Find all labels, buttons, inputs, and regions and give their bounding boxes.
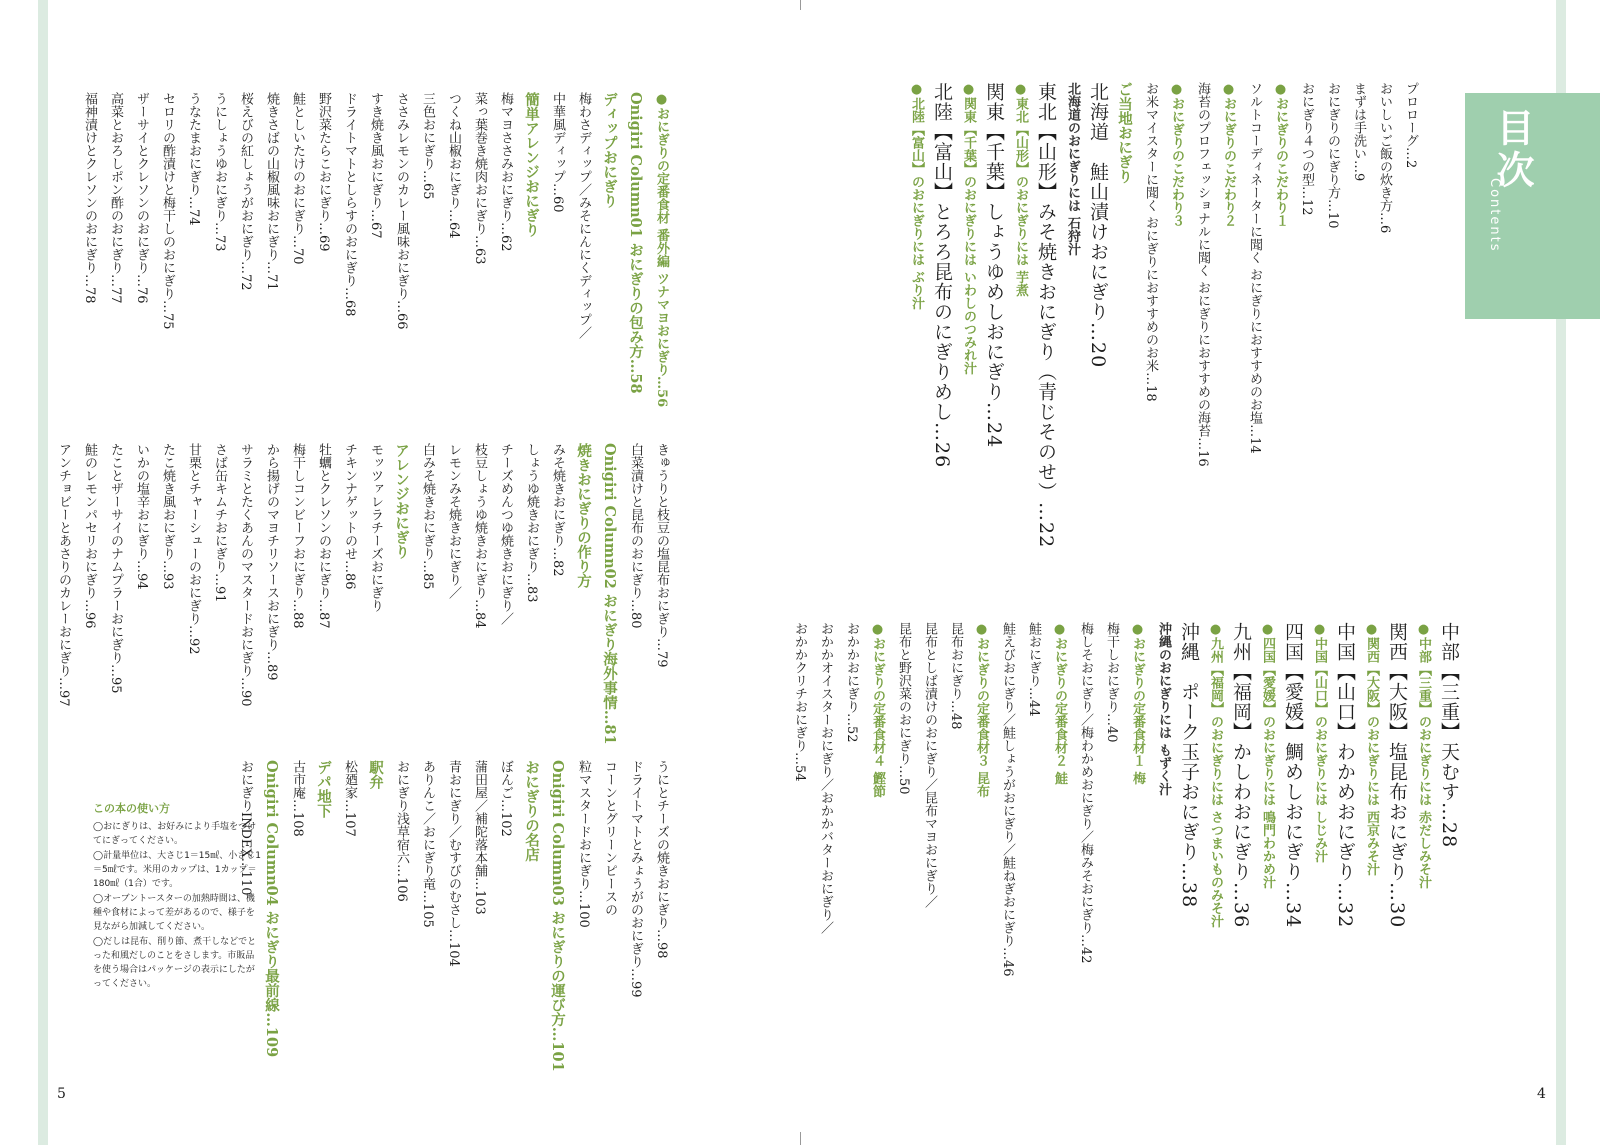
title-jp: 目次 [1490, 108, 1535, 192]
toc-entry: ありんこ／おにぎり竜…105 [420, 760, 435, 928]
toc-entry: レモンみそ焼きおにぎり／ [446, 443, 461, 599]
title-en: Contents [1487, 178, 1502, 253]
toc-entry: 中部【三重】天むす…28 [1438, 622, 1460, 849]
toc-entry: セロリの酢漬けと梅干しのおにぎり…75 [160, 92, 175, 330]
toc-entry: おにぎりのにぎり方…10 [1325, 82, 1340, 229]
toc-entry: 鮭おにぎり…44 [1026, 622, 1041, 717]
toc-section-heading: ● おにぎりの定番食材１ 梅 [1124, 622, 1150, 977]
toc-entry: ぼんご…102 [498, 760, 513, 837]
toc-entry: 焼きさばの山椒風味おにぎり…71 [264, 92, 279, 291]
toc-entry: 関東【千葉】しょうゆめしおにぎり…24 [983, 82, 1005, 449]
toc-entry: 蒲田屋／補陀落本舗…103 [472, 760, 487, 915]
toc-entry: 青おにぎり／むすびのむさし…104 [446, 760, 461, 967]
how-to-use-box [93, 800, 263, 992]
toc-section-heading: ● 北陸【富山】のおにぎりには ぶり汁 [903, 82, 929, 548]
toc-section-heading: ● おにぎりの定番食材 番外編 ツナマヨおにぎり…56 [648, 92, 674, 407]
toc-entry: 松廼家…107 [342, 760, 357, 837]
toc-entry: 鮭えびおにぎり／鮭しょうがおにぎり／鮭ねぎおにぎり…46 [1000, 622, 1015, 977]
toc-section-heading: ● おにぎりのこだわり３ [1163, 82, 1189, 548]
toc-entry: お米マイスターに聞く おにぎりにおすすめのお米…18 [1143, 82, 1158, 402]
toc-section-heading: ご当地おにぎり [1116, 82, 1133, 184]
toc-section-heading: アレンジおにぎり [393, 443, 410, 559]
toc-entry: 梅干しおにぎり…40 [1104, 622, 1119, 743]
toc-section-heading: Onigiri Column02 おにぎり海外事情…81 [601, 443, 618, 745]
toc-entry: 野沢菜たらこおにぎり…69 [316, 92, 331, 252]
toc-entry: 梅しそおにぎり／梅わかめおにぎり／梅みそおにぎり…42 [1078, 622, 1093, 964]
toc-block-l-top [76, 92, 674, 407]
toc-entry: 鮭としいたけのおにぎり…70 [290, 92, 305, 265]
toc-entry: 牡蠣とクレソンのおにぎり…87 [316, 443, 331, 629]
toc-entry: おいしいご飯の炊き方…6 [1377, 82, 1392, 234]
toc-entry: 白みそ焼きおにぎり…85 [420, 443, 435, 590]
toc-entry: まずは手洗い…9 [1351, 82, 1366, 182]
toc-entry: すき焼き風おにぎり…67 [368, 92, 383, 239]
toc-entry: サラミとたくあんのマスタードおにぎり…90 [238, 443, 253, 707]
toc-entry: 北陸【富山】とろろ昆布のにぎりめし…26 [931, 82, 953, 469]
toc-section-heading: ● 関東【千葉】のおにぎりには いわしのつみれ汁 [955, 82, 981, 548]
toc-entry: さば缶キムチおにぎり…91 [212, 443, 227, 603]
toc-entry: 北海道のおにぎりには 石狩汁 [1065, 82, 1080, 256]
toc-section-heading: Onigiri Column03 おにぎりの運び方…101 [549, 760, 566, 1072]
toc-entry: しょうゆ焼きおにぎり…83 [524, 443, 539, 603]
toc-entry: 東北【山形】みそ焼きおにぎり（青じそのせ）…22 [1035, 82, 1057, 549]
toc-entry: 梅干しコンビーフおにぎり…88 [290, 443, 305, 629]
toc-section-heading: 焼きおにぎりの作り方 [575, 443, 592, 588]
crop-mark-top [800, 0, 801, 10]
toc-entry: 梅わさディップ／みそにんにくディップ／ [576, 92, 591, 339]
toc-entry: 梅マヨささみおにぎり…62 [498, 92, 513, 252]
toc-entry: 粒マスタードおにぎり…100 [576, 760, 591, 928]
toc-section-heading: ● 東北【山形】のおにぎりには 芋煮 [1007, 82, 1033, 548]
how-to-use-item: ◯オーブントースターの加熱時間は、機種や食材によって差があるので、様子を見ながら加減してください。 [93, 894, 255, 932]
toc-section-heading: 簡単アレンジおにぎり [523, 92, 540, 237]
page-number-left: 5 [57, 1086, 66, 1102]
toc-entry: 高菜とおろしポン酢のおにぎり…77 [108, 92, 123, 304]
toc-entry: 古市庵…108 [290, 760, 305, 837]
toc-entry: ザーサイとクレソンのおにぎり…76 [134, 92, 149, 304]
toc-section-heading: Onigiri Column01 おにぎりの包み方…58 [627, 92, 644, 394]
toc-block-l-bot [232, 760, 674, 1072]
toc-entry: から揚げのマヨチリソースおにぎり…89 [264, 443, 279, 681]
toc-section-heading: ● おにぎりの定番食材２ 鮭 [1046, 622, 1072, 977]
toc-section-heading: ディップおにぎり [601, 92, 618, 208]
toc-entry: 昆布おにぎり…48 [948, 622, 963, 730]
toc-entry: 白菜漬けと昆布のおにぎり…80 [628, 443, 643, 629]
toc-section-heading: デパ地下 [315, 760, 332, 818]
toc-section-heading: ● 関西【大阪】のおにぎりには 西京みそ汁 [1358, 622, 1384, 977]
toc-entry: プロローグ…2 [1403, 82, 1418, 169]
toc-entry: チーズめんつゆ焼きおにぎり／ [498, 443, 513, 625]
toc-entry: 昆布としば漬けのおにぎり／昆布マヨおにぎり／ [922, 622, 937, 908]
toc-entry: ドライトマトとみょうがのおにぎり…99 [628, 760, 643, 998]
toc-section-heading: ● おにぎりの定番食材４ 鰹節 [864, 622, 890, 977]
toc-entry: 四国【愛媛】鯛めしおにぎり…34 [1282, 622, 1304, 929]
toc-section-heading: ● おにぎりのこだわり２ [1215, 82, 1241, 548]
toc-entry: うなたまおにぎり…74 [186, 92, 201, 226]
toc-entry: 関西【大阪】塩昆布おにぎり…30 [1386, 622, 1408, 929]
toc-entry: 菜っ葉巻き焼肉おにぎり…63 [472, 92, 487, 265]
how-to-use-item: ◯だしは昆布、削り節、煮干しなどでとった和風だしのことをさします。市販品を使う場合はパッケージの表示にしたがってください。 [93, 937, 257, 989]
toc-entry: チキンナゲットのせ…86 [342, 443, 357, 590]
how-to-use-item: ◯おにぎりは、お好みにより手塩をつけてにぎってください。 [93, 822, 257, 846]
toc-entry: モッツァレラチーズおにぎり [368, 443, 383, 612]
toc-entry: 昆布と野沢菜のおにぎり…50 [896, 622, 911, 795]
toc-entry: 九州【福岡】かしわおにぎり…36 [1230, 622, 1252, 929]
toc-entry: ドライトマトとしらすのおにぎり…68 [342, 92, 357, 317]
toc-entry: 中華風ディップ…60 [550, 92, 565, 213]
toc-entry: 北海道 鮭山漬けおにぎり…20 [1087, 82, 1109, 369]
left-page-edge [38, 0, 48, 1145]
toc-entry: たことザーサイのナムプラーおにぎり…95 [108, 443, 123, 694]
toc-entry: 海苔のプロフェッショナルに聞く おにぎりにおすすめの海苔…16 [1195, 82, 1210, 467]
toc-entry: うにとチーズの焼きおにぎり…98 [654, 760, 669, 959]
toc-section-heading: ● 中部【三重】のおにぎりには 赤だしみそ汁 [1410, 622, 1436, 977]
how-to-use-title: この本の使い方 [93, 802, 170, 815]
toc-entry: いかの塩辛おにぎり…94 [134, 443, 149, 590]
toc-block-l-mid [50, 443, 674, 745]
toc-entry: みそ焼きおにぎり…82 [550, 443, 565, 577]
toc-section-heading: 駅弁 [367, 760, 384, 789]
toc-entry: ソルトコーディネーターに聞く おにぎりにおすすめのお塩…14 [1247, 82, 1262, 454]
toc-entry: おにぎり浅草宿六…106 [394, 760, 409, 902]
toc-block-r-bottom [786, 622, 1462, 977]
toc-entry: 枝豆しょうゆ焼きおにぎり…84 [472, 443, 487, 629]
toc-entry: コーンとグリーンピースの [602, 760, 617, 916]
page-number-right: 4 [1537, 1086, 1546, 1102]
toc-block-r-top [903, 82, 1423, 548]
toc-entry: 中国【山口】わかめおにぎり…32 [1334, 622, 1356, 929]
toc-entry: つくね山椒おにぎり…64 [446, 92, 461, 239]
toc-entry: おにぎり４つの型…12 [1299, 82, 1314, 216]
toc-section-heading: おにぎりの名店 [523, 760, 540, 862]
toc-entry: きゅうりと枝豆の塩昆布おにぎり…79 [654, 443, 669, 668]
toc-entry: 甘栗とチャーシューのおにぎり…92 [186, 443, 201, 655]
toc-section-heading: ● 四国【愛媛】のおにぎりには 鳴門わかめ汁 [1254, 622, 1280, 977]
toc-entry: たこ焼き風おにぎり…93 [160, 443, 175, 590]
crop-mark-bottom [800, 1132, 801, 1145]
toc-entry: おにぎりINDEX…110 [238, 760, 253, 896]
toc-entry: アンチョビーとあさりのカレーおにぎり…97 [56, 443, 71, 707]
toc-section-heading: ● 中国【山口】のおにぎりには しじみ汁 [1306, 622, 1332, 977]
toc-section-heading: ● おにぎりの定番食材３ 昆布 [968, 622, 994, 977]
toc-entry: 沖縄のおにぎりには もずく汁 [1156, 622, 1171, 796]
toc-entry: ささみレモンのカレー風味おにぎり…66 [394, 92, 409, 330]
toc-entry: 福神漬けとクレソンのおにぎり…78 [82, 92, 97, 304]
toc-entry: 桜えびの紅しょうがおにぎり…72 [238, 92, 253, 291]
toc-section-heading: ● おにぎりのこだわり１ [1267, 82, 1293, 548]
toc-entry: おかかおにぎり…52 [844, 622, 859, 743]
toc-entry: 沖縄 ポーク玉子おにぎり…38 [1178, 622, 1200, 909]
toc-entry: おかかオイスターおにぎり／おかかバターおにぎり／ [818, 622, 833, 934]
toc-entry: おかかクリチおにぎり…54 [792, 622, 807, 782]
toc-entry: うにしょうゆおにぎり…73 [212, 92, 227, 252]
toc-section-heading: Onigiri Column04 おにぎり最前線…109 [263, 760, 280, 1058]
toc-entry: 鮭のレモンパセリおにぎり…96 [82, 443, 97, 629]
how-to-use-item: ◯計量単位は、大さじ1＝15㎖、小さじ1＝5㎖です。米用のカップは、1カップ＝180㎖（1合）です。 [93, 851, 261, 889]
toc-entry: 三色おにぎり…65 [420, 92, 435, 200]
toc-section-heading: ● 九州【福岡】のおにぎりには さつまいものみそ汁 [1202, 622, 1228, 977]
